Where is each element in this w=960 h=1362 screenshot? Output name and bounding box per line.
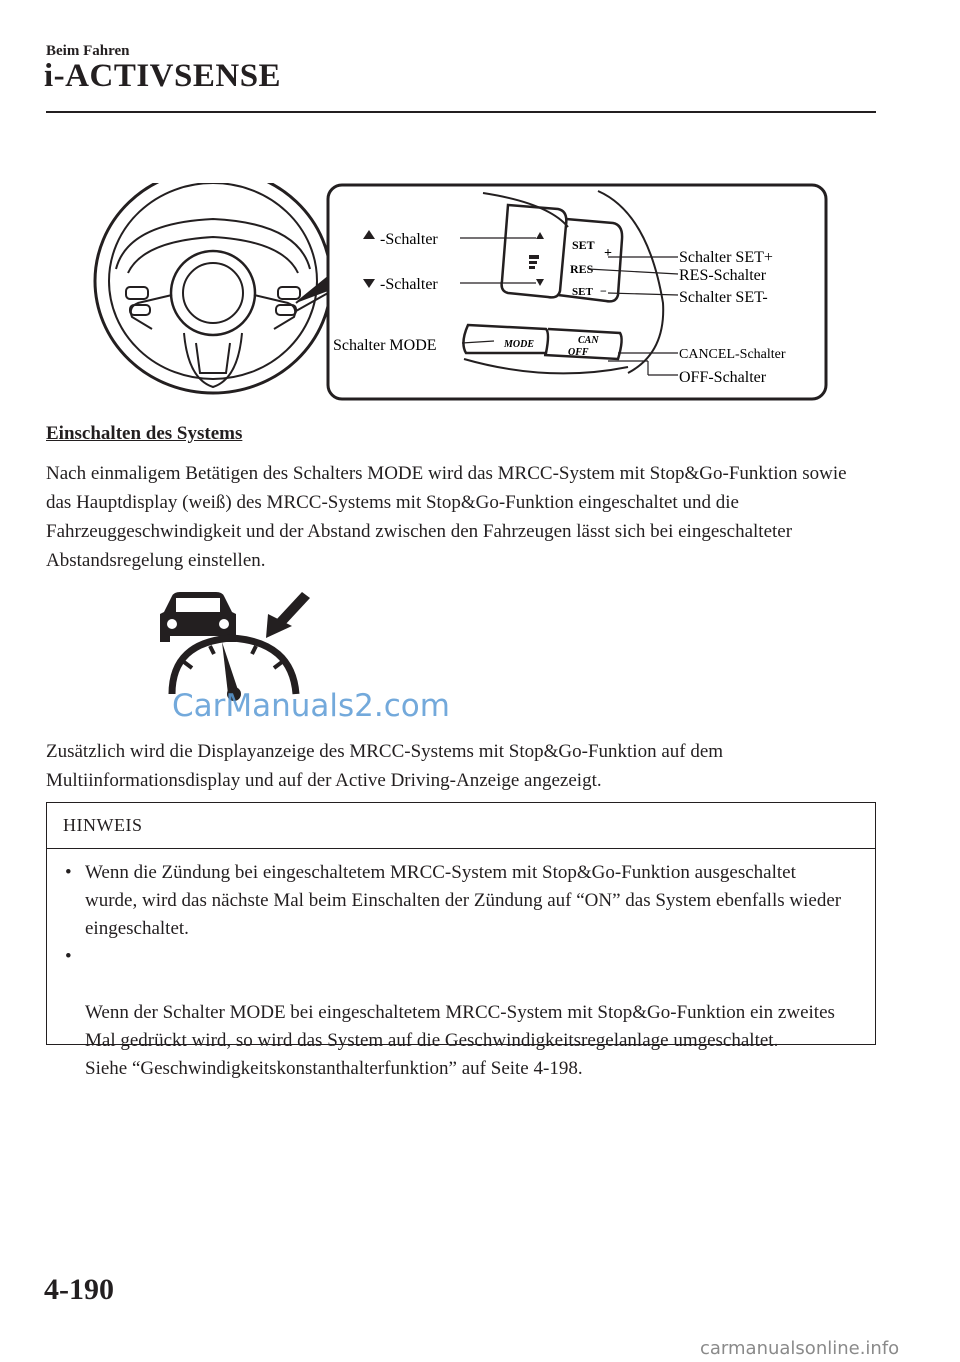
list-item — [61, 943, 851, 1083]
note-item-text: Wenn die Zündung bei eingeschaltetem MRCC-System mit Stop&Go-Funktion ausgeschaltet wurde, wird das nächste Mal beim Einschalten der Zündung auf “ON” das System ebenfalls wieder eingeschaltet. — [85, 862, 842, 939]
section-label: Beim Fahren — [46, 43, 130, 59]
pointer-arrow-icon — [266, 592, 310, 638]
cancel-label: CANCEL-Schalter — [679, 347, 786, 362]
bullet-icon: • — [65, 946, 72, 967]
minus-glyph: − — [600, 284, 607, 298]
page-number: 4-190 — [44, 1273, 114, 1306]
set-plus-label: Schalter SET+ — [679, 249, 773, 266]
set-minus-button-text: SET — [572, 286, 593, 298]
can-button-text: CAN — [578, 335, 599, 346]
page-title: i-ACTIVSENSE — [44, 58, 282, 94]
display-paragraph: Zusätzlich wird die Displayanzeige des MRCC-Systems mit Stop&Go-Funktion auf dem Multiinformationsdisplay und auf der Active Driving-Anzeige angezeigt. — [46, 741, 724, 791]
car-icon — [160, 592, 236, 642]
steering-wheel-illustration — [95, 183, 331, 393]
off-button-text: OFF — [568, 347, 589, 358]
plus-glyph: + — [604, 246, 612, 261]
note-item-text: Wenn der Schalter MODE bei eingeschaltetem MRCC-System mit Stop&Go-Funktion ein zweites Mal gedrückt wird, so wird das System auf die Geschwindigkeitsregelanlage umgeschaltet. Siehe “Geschwindigkeitskonstanthalterfunktion” auf Seite 4-198. — [85, 1002, 835, 1079]
watermark: CarManuals2.com — [172, 688, 450, 724]
header-divider — [46, 111, 876, 113]
res-button-text: RES — [570, 262, 594, 276]
set-minus-label: Schalter SET- — [679, 289, 768, 306]
list-item — [61, 859, 851, 943]
bullet-icon: • — [65, 862, 72, 883]
off-label: OFF-Schalter — [679, 369, 767, 386]
needle-icon — [222, 642, 238, 694]
down-switch-label: -Schalter — [380, 276, 438, 293]
footer-site: carmanualsonline.info — [700, 1338, 900, 1359]
set-plus-button-text: SET — [572, 238, 595, 252]
note-box — [46, 802, 876, 1079]
intro-paragraph: Nach einmaligem Betätigen des Schalters MODE wird das MRCC-System mit Stop&Go-Funktion sowie das Hauptdisplay (weiß) des MRCC-Systems mit Stop&Go-Funktion eingeschaltet und die Fahrzeuggeschwindigkeit und der Abstand zwischen den Fahrzeugen lässt sich bei eingeschalteter Abstandsregelung einstellen. — [46, 463, 847, 571]
note-title: HINWEIS — [63, 815, 143, 835]
mode-switch-label: Schalter MODE — [333, 337, 437, 354]
section-heading: Einschalten des Systems — [46, 423, 243, 444]
up-switch-label: -Schalter — [380, 231, 438, 248]
note-divider — [47, 848, 875, 849]
steering-wheel-switches-figure — [88, 183, 830, 403]
note-list — [61, 859, 851, 1083]
mode-button-text: MODE — [504, 339, 535, 350]
res-label: RES-Schalter — [679, 267, 767, 284]
